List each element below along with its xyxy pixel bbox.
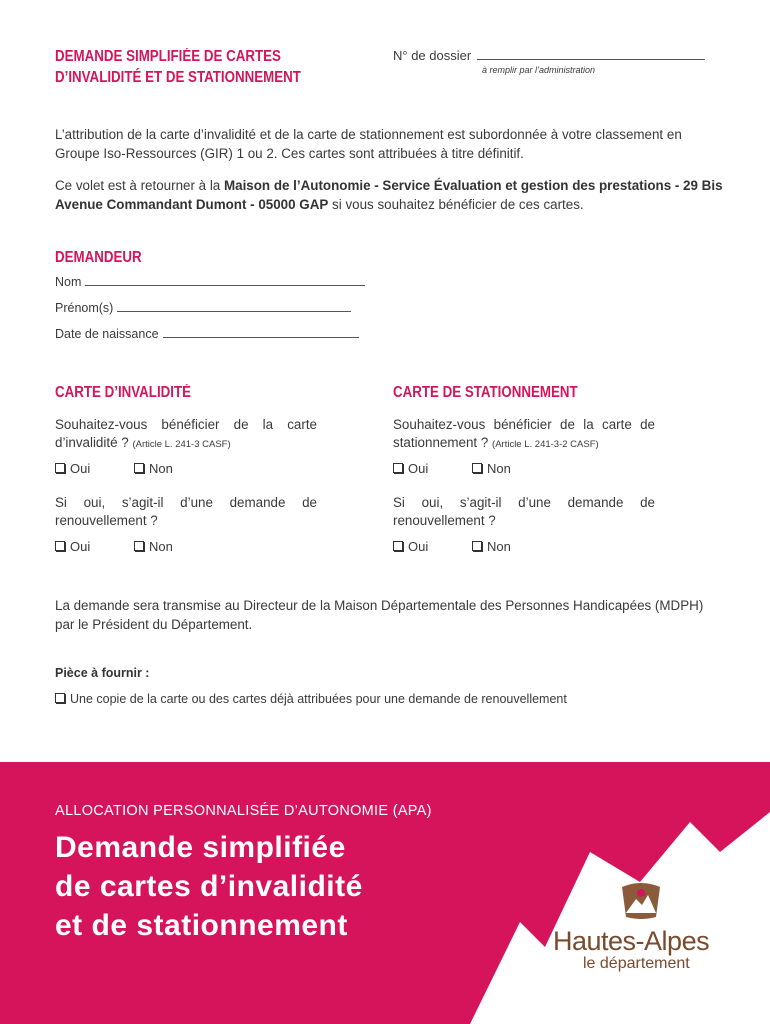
form-title [55,46,339,88]
question-stationnement-renouvellement: Si oui, s’agit-il d’une demande de renouvellement ? [393,495,655,528]
intro-p2-suffix: si vous souhaitez bénéficier de ces cartes. [328,197,584,212]
label-date-naissance: Date de naissance [55,327,159,341]
intro-paragraph-1: L’attribution de la carte d’invalidité et de la carte de stationnement est subordonnée à votre classement en Groupe Iso-Ressources (GIR) 1 ou 2. Ces cartes sont attribuées à titre définitif. [55,127,682,161]
checkbox-icon[interactable] [134,541,144,551]
checkbox-icon[interactable] [393,463,403,473]
option-label: Oui [408,461,429,476]
section-title-stationnement: CARTE DE STATIONNEMENT [393,384,578,401]
checkbox-invalidite-renouv-non[interactable] [134,539,173,554]
dossier-number [393,48,705,63]
checkbox-icon[interactable] [393,541,403,551]
dossier-label: N° de dossier [393,48,472,63]
option-label: Oui [70,461,91,476]
article-ref-stationnement: (Article L. 241-3-2 CASF) [492,439,599,450]
checkbox-invalidite-oui[interactable] [55,461,90,476]
intro-p2-prefix: Ce volet est à retourner à la [55,178,224,193]
question-stationnement-text: Souhaitez-vous bénéficier de la carte de stationnement ? [393,417,655,450]
option-label: Non [149,461,173,476]
question-invalidite-text: Souhaitez-vous bénéficier de la carte d’invalidité ? [55,417,317,450]
field-nom[interactable] [55,275,365,289]
dossier-note: à remplir par l’administration [482,65,596,75]
checkbox-icon[interactable] [55,693,65,703]
section-title-invalidite: CARTE D’INVALIDITÉ [55,384,192,401]
logo-subtitle: le département [583,955,690,972]
pieces-item[interactable] [55,692,567,706]
logo-wordmark: Hautes-Alpes [553,926,710,956]
checkbox-stationnement-renouv-non[interactable] [472,539,511,554]
label-prenom: Prénom(s) [55,301,114,315]
section-title-demandeur: DEMANDEUR [55,249,142,266]
checkbox-stationnement-oui[interactable] [393,461,428,476]
footer-title-line1: Demande simplifiée [55,831,346,864]
pieces-item-label: Une copie de la carte ou des cartes déjà attribuées pour une demande de renouvellement [70,692,567,706]
dossier-field[interactable] [477,49,705,60]
form-title-line2: D’INVALIDITÉ ET DE STATIONNEMENT [55,69,301,86]
input-prenom[interactable] [117,301,351,312]
option-label: Oui [408,539,429,554]
field-prenom[interactable] [55,301,351,315]
footer-title-line3: et de stationnement [55,909,348,942]
footer-main-title [55,828,363,945]
option-label: Non [487,539,511,554]
form-title-line1: DEMANDE SIMPLIFIÉE DE CARTES [55,48,281,65]
label-nom: Nom [55,275,82,289]
checkbox-icon[interactable] [472,541,482,551]
checkbox-stationnement-renouv-oui[interactable] [393,539,428,554]
checkbox-icon[interactable] [55,463,65,473]
checkbox-icon[interactable] [55,541,65,551]
checkbox-icon[interactable] [472,463,482,473]
footer-subtitle: ALLOCATION PERSONNALISÉE D’AUTONOMIE (APA) [55,803,432,819]
hautes-alpes-logo-icon [620,879,662,921]
checkbox-invalidite-non[interactable] [134,461,173,476]
checkbox-invalidite-renouv-oui[interactable] [55,539,90,554]
footer-title-line2: de cartes d’invalidité [55,870,363,903]
input-date-naissance[interactable] [163,327,359,338]
footer-credit: © Service communication - Juillet 2019 - I.PH.G [615,756,732,762]
option-label: Non [149,539,173,554]
option-label: Oui [70,539,91,554]
checkbox-stationnement-non[interactable] [472,461,511,476]
pieces-title: Pièce à fournir : [55,666,150,680]
question-stationnement [393,416,655,454]
intro-paragraph-2 [55,176,725,214]
article-ref-invalidite: (Article L. 241-3 CASF) [132,439,231,450]
question-invalidite [55,416,317,454]
transmission-paragraph: La demande sera transmise au Directeur de la Maison Départementale des Personnes Handicapées (MDPH) par le Président du Département. [55,598,704,632]
question-invalidite-renouvellement: Si oui, s’agit-il d’une demande de renouvellement ? [55,495,317,528]
checkbox-icon[interactable] [134,463,144,473]
return-address: Maison de l’Autonomie - Service Évaluation et gestion des prestations - 29 Bis Avenue Commandant Dumont - 05000 GAP [55,178,723,212]
field-date-naissance[interactable] [55,327,359,341]
input-nom[interactable] [85,275,365,286]
option-label: Non [487,461,511,476]
